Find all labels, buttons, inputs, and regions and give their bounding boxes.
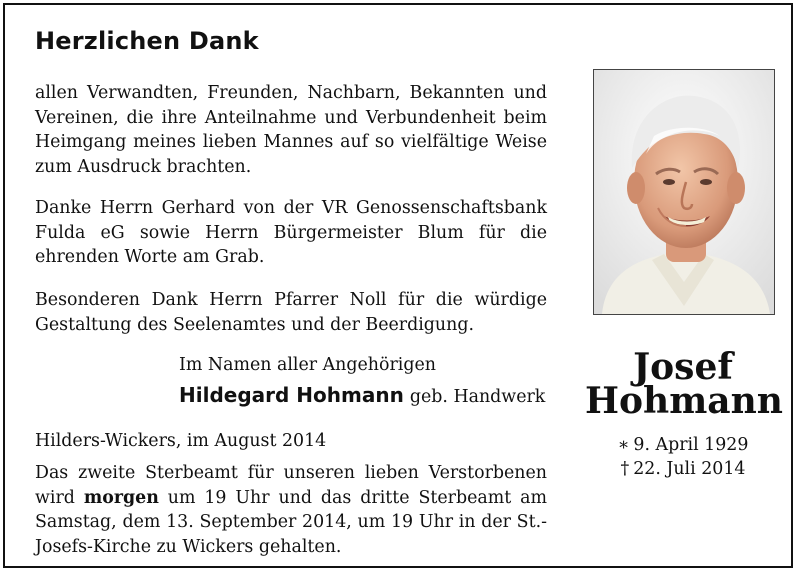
death-date-line [585, 459, 781, 479]
birth-date-line [585, 435, 781, 455]
thanks-paragraph-1: allen Verwandten, Freunden, Nachbarn, Bekannten und Vereinen, die ihre Anteilnahme und Verbundenheit beim Heimgang meines lieben Mannes auf so vielfältige Weise zum Ausdruck brachten. [35, 83, 547, 177]
signature-maiden-name: geb. Handwerk [409, 387, 546, 407]
portrait-photo [593, 69, 775, 315]
notice-frame [3, 3, 793, 568]
service-notice-emphasis: morgen [83, 487, 159, 508]
place-date: Hilders-Wickers, im August 2014 [35, 431, 327, 451]
thanks-paragraph-3: Besonderen Dank Herrn Pfarrer Noll für die würdige Gestaltung des Seelenamtes und der Beerdigung. [35, 290, 547, 335]
deceased-first-name: Josef [633, 346, 733, 388]
signature-name: Hildegard Hohmann [179, 383, 404, 407]
birth-date: 9. April 1929 [633, 435, 749, 455]
service-notice-end: um 19 Uhr und das dritte Sterbeamt am Samstag, dem 13. September 2014, um 19 Uhr in der St.-Josefs-Kirche zu Wickers gehalten. [35, 487, 547, 557]
asterisk-icon: ∗ [617, 435, 630, 455]
heading: Herzlichen Dank [35, 27, 259, 55]
signature-line [179, 383, 545, 407]
service-notice [35, 461, 547, 559]
cross-icon: † [620, 459, 630, 479]
signature-intro: Im Namen aller Angehörigen [179, 355, 436, 375]
thanks-paragraph-2: Danke Herrn Gerhard von der VR Genossenschaftsbank Fulda eG sowie Herrn Bürgermeister Blum für die ehrenden Worte am Grab. [35, 198, 547, 267]
death-date: 22. Juli 2014 [633, 459, 746, 479]
service-notice-start: Das zweite Sterbeamt für unseren lieben Verstorbenen wird [35, 463, 547, 508]
deceased-last-name: Hohmann [585, 380, 783, 422]
portrait-illustration [594, 70, 774, 314]
